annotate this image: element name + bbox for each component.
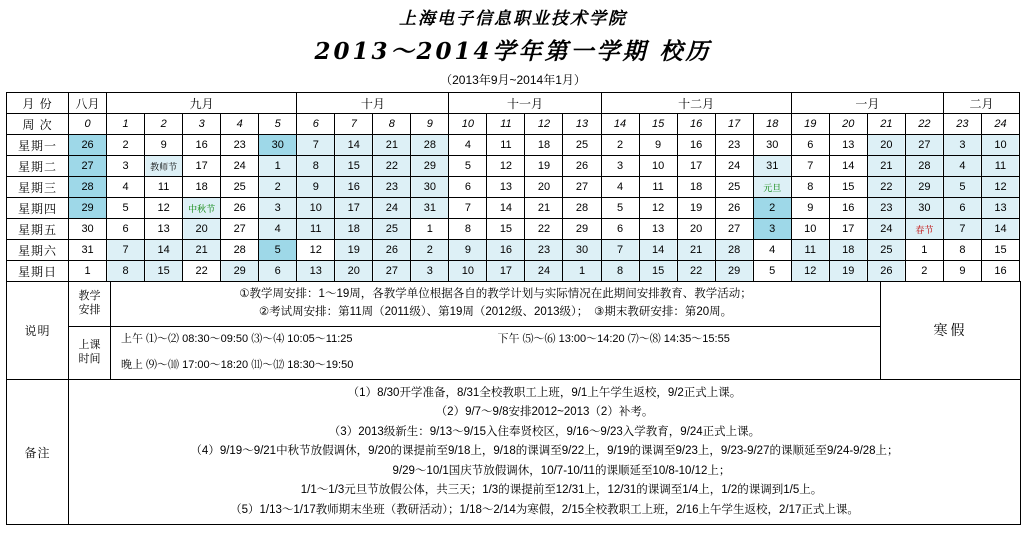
calendar-day-cell: 31 [69,240,107,261]
calendar-day-cell: 11 [639,177,677,198]
calendar-day-cell: 19 [829,261,867,282]
calendar-day-cell: 6 [943,198,981,219]
calendar-day-cell: 27 [563,177,601,198]
calendar-day-cell: 22 [525,219,563,240]
calendar-day-cell: 3 [601,156,639,177]
calendar-day-cell: 11 [791,240,829,261]
calendar-day-cell: 10 [639,156,677,177]
calendar-day-cell: 12 [487,156,525,177]
calendar-day-cell: 11 [487,135,525,156]
calendar-day-cell: 11 [981,156,1019,177]
calendar-day-cell: 中秋节 [183,198,221,219]
calendar-day-cell: 13 [297,261,335,282]
day-row-label: 星期二 [7,156,69,177]
calendar-day-cell: 2 [753,198,791,219]
calendar-day-cell: 5 [753,261,791,282]
day-row [7,261,1020,282]
class-time-row-2 [7,353,1021,380]
calendar-day-cell: 8 [943,240,981,261]
calendar-day-cell: 21 [677,240,715,261]
calendar-day-cell: 8 [107,261,145,282]
week-number: 5 [259,114,297,135]
teaching-arrangement-row [7,282,1021,327]
winter-break-cell: 寒假 [881,282,1021,380]
calendar-day-cell: 3 [753,219,791,240]
calendar-day-cell: 25 [867,240,905,261]
week-number: 24 [981,114,1019,135]
calendar-day-cell: 28 [563,198,601,219]
calendar-day-cell: 18 [829,240,867,261]
calendar-day-cell: 7 [297,135,335,156]
calendar-day-cell: 26 [373,240,411,261]
calendar-day-cell: 25 [221,177,259,198]
calendar-day-cell: 16 [829,198,867,219]
calendar-day-cell: 30 [259,135,297,156]
calendar-day-cell: 13 [639,219,677,240]
calendar-day-cell: 16 [981,261,1019,282]
calendar-day-cell: 28 [715,240,753,261]
day-row-label: 星期四 [7,198,69,219]
week-number-row [7,114,1020,135]
calendar-day-cell: 28 [905,156,943,177]
calendar-day-cell: 24 [221,156,259,177]
calendar-day-cell: 12 [145,198,183,219]
day-row [7,177,1020,198]
month-row-label: 月 份 [7,93,69,114]
week-number: 18 [753,114,791,135]
calendar-day-cell: 21 [867,156,905,177]
week-number: 19 [791,114,829,135]
week-number: 12 [525,114,563,135]
class-time-morning-text: 上午 ⑴～⑵ 08:30～09:50 ⑶～⑷ 10:05～11:25 [121,333,353,346]
week-number: 23 [943,114,981,135]
calendar-day-cell: 3 [107,156,145,177]
title-block [6,0,1020,92]
calendar-day-cell: 29 [69,198,107,219]
calendar-day-cell: 17 [677,156,715,177]
notes-table [6,281,1021,525]
calendar-day-cell: 14 [145,240,183,261]
calendar-day-cell: 8 [449,219,487,240]
remark-item: （3）2013级新生：9/13～9/15入住奉贤校区，9/16～9/23入学教育，9/24正式上课。 [328,425,761,438]
calendar-day-cell: 27 [373,261,411,282]
calendar-day-cell: 15 [145,261,183,282]
calendar-day-cell: 28 [411,135,449,156]
calendar-day-cell: 16 [183,135,221,156]
calendar-day-cell: 25 [715,177,753,198]
calendar-day-cell: 3 [943,135,981,156]
calendar-day-cell: 14 [487,198,525,219]
calendar-day-cell: 13 [487,177,525,198]
class-time-row-1 [7,326,1021,353]
day-row-label: 星期一 [7,135,69,156]
calendar-day-cell: 8 [601,261,639,282]
calendar-day-cell: 6 [791,135,829,156]
teaching-arrangement-label [69,282,111,327]
calendar-day-cell: 23 [221,135,259,156]
remarks-label: 备注 [7,379,69,525]
calendar-day-cell: 29 [715,261,753,282]
calendar-day-cell: 26 [867,261,905,282]
calendar-day-cell: 24 [867,219,905,240]
calendar-day-cell: 23 [715,135,753,156]
calendar-day-cell: 15 [981,240,1019,261]
calendar-day-cell: 25 [563,135,601,156]
notes-section-label: 说明 [7,282,69,380]
calendar-day-cell: 25 [373,219,411,240]
calendar-day-cell: 30 [905,198,943,219]
week-number: 2 [145,114,183,135]
calendar-day-cell: 7 [449,198,487,219]
calendar-day-cell: 12 [791,261,829,282]
calendar-day-cell: 20 [867,135,905,156]
calendar-day-cell: 7 [601,240,639,261]
calendar-day-cell: 23 [525,240,563,261]
calendar-day-cell: 30 [563,240,601,261]
remark-item: （5）1/13～1/17教师期末坐班（教研活动）；1/18～2/14为寒假，2/15全校教职工上班，2/16上午学生返校，2/17正式上课。 [230,503,859,516]
teaching-arrangement-line-1: ①教学周安排：1～19周，各教学单位根据各自的教学计划与实际情况在此期间安排教育、教学活动； [239,288,752,300]
class-time-label [69,326,111,379]
calendar-day-cell: 1 [411,219,449,240]
academic-calendar-table [6,92,1020,282]
week-number: 10 [449,114,487,135]
calendar-day-cell: 2 [259,177,297,198]
teaching-arrangement-line-2: ②考试周安排：第11周（2011级）、第19周（2012级、2013级）； ③期末教研安排：第20周。 [258,305,733,318]
calendar-day-cell: 11 [297,219,335,240]
calendar-day-cell: 18 [677,177,715,198]
calendar-day-cell: 13 [145,219,183,240]
calendar-day-cell: 2 [601,135,639,156]
day-row [7,219,1020,240]
remark-item: （4）9/19～9/21中秋节放假调休，9/20的课提前至9/18上，9/18的课调至9/22上，9/19的课调至9/23上，9/23-9/27的课顺延至9/24-9/28上； [190,445,899,458]
calendar-day-cell: 29 [905,177,943,198]
calendar-day-cell: 4 [449,135,487,156]
calendar-day-cell: 2 [905,261,943,282]
calendar-day-cell: 27 [221,219,259,240]
week-number: 16 [677,114,715,135]
week-number: 6 [297,114,335,135]
calendar-day-cell: 19 [335,240,373,261]
calendar-day-cell: 8 [791,177,829,198]
day-row-label: 星期日 [7,261,69,282]
calendar-day-cell: 26 [221,198,259,219]
calendar-day-cell: 16 [335,177,373,198]
calendar-day-cell: 26 [563,156,601,177]
month-header: 十月 [297,93,449,114]
week-number: 21 [867,114,905,135]
calendar-day-cell: 9 [297,177,335,198]
calendar-day-cell: 29 [563,219,601,240]
calendar-day-cell: 15 [487,219,525,240]
calendar-day-cell: 22 [677,261,715,282]
class-time-evening [111,353,881,380]
teaching-arrangement-label-line2: 安排 [78,303,101,316]
calendar-day-cell: 5 [449,156,487,177]
calendar-day-cell: 5 [601,198,639,219]
calendar-day-cell: 17 [183,156,221,177]
calendar-day-cell: 31 [411,198,449,219]
calendar-day-cell: 30 [69,219,107,240]
calendar-day-cell: 20 [335,261,373,282]
week-number: 17 [715,114,753,135]
week-number: 22 [905,114,943,135]
calendar-day-cell: 20 [183,219,221,240]
calendar-day-cell: 18 [183,177,221,198]
calendar-day-cell: 17 [487,261,525,282]
calendar-day-cell: 16 [487,240,525,261]
calendar-day-cell: 2 [107,135,145,156]
calendar-day-cell: 10 [449,261,487,282]
calendar-day-cell: 10 [297,198,335,219]
calendar-day-cell: 27 [715,219,753,240]
week-number: 13 [563,114,601,135]
calendar-day-cell: 23 [373,177,411,198]
calendar-day-cell: 5 [107,198,145,219]
calendar-day-cell: 26 [69,135,107,156]
calendar-day-cell: 19 [677,198,715,219]
calendar-day-cell: 28 [69,177,107,198]
calendar-day-cell: 元旦 [753,177,791,198]
calendar-day-cell: 19 [525,156,563,177]
teaching-arrangement-text [111,282,881,327]
calendar-day-cell: 6 [601,219,639,240]
school-name: 上海电子信息职业技术学院 [399,9,627,29]
calendar-day-cell: 17 [335,198,373,219]
calendar-day-cell: 7 [943,219,981,240]
calendar-day-cell: 27 [69,156,107,177]
calendar-day-cell: 10 [791,219,829,240]
calendar-day-cell: 21 [373,135,411,156]
calendar-day-cell: 1 [69,261,107,282]
calendar-day-cell: 26 [715,198,753,219]
calendar-day-cell: 6 [449,177,487,198]
calendar-day-cell: 22 [867,177,905,198]
month-header: 一月 [791,93,943,114]
calendar-day-cell: 20 [525,177,563,198]
calendar-day-cell: 3 [259,198,297,219]
calendar-day-cell: 18 [335,219,373,240]
calendar-day-cell: 3 [411,261,449,282]
calendar-day-cell: 9 [791,198,829,219]
week-number: 1 [107,114,145,135]
calendar-day-cell: 7 [107,240,145,261]
calendar-day-cell: 4 [753,240,791,261]
date-range-subtitle: （2013年9月~2014年1月） [440,73,586,87]
class-time-afternoon-text: 下午 ⑸～⑹ 13:00～14:20 ⑺～⑻ 14:35～15:55 [497,333,730,346]
calendar-day-cell: 14 [335,135,373,156]
calendar-day-cell: 15 [829,177,867,198]
calendar-day-cell: 22 [183,261,221,282]
day-row [7,135,1020,156]
calendar-day-cell: 16 [677,135,715,156]
remark-item: （2）9/7～9/8安排2012~2013（2）补考。 [435,406,654,419]
remark-item: 9/29～10/1国庆节放假调休，10/7-10/11的课顺延至10/8-10/12上； [392,464,731,477]
teaching-arrangement-label-line1: 教学 [78,290,101,303]
month-header: 二月 [943,93,1019,114]
calendar-day-cell: 20 [677,219,715,240]
calendar-day-cell: 17 [829,219,867,240]
week-number: 11 [487,114,525,135]
calendar-day-cell: 29 [221,261,259,282]
day-row [7,240,1020,261]
calendar-day-cell: 6 [107,219,145,240]
calendar-day-cell: 14 [829,156,867,177]
calendar-day-cell: 14 [639,240,677,261]
class-time-label-line1: 上课 [78,338,101,351]
calendar-day-cell: 2 [411,240,449,261]
remarks-text [69,379,1021,525]
calendar-day-cell: 9 [943,261,981,282]
calendar-day-cell: 5 [943,177,981,198]
week-number: 4 [221,114,259,135]
calendar-day-cell: 21 [183,240,221,261]
calendar-day-cell: 15 [639,261,677,282]
calendar-day-cell: 27 [905,135,943,156]
week-number: 0 [69,114,107,135]
calendar-day-cell: 13 [981,198,1019,219]
calendar-day-cell: 11 [145,177,183,198]
class-time-evening-text: 晚上 ⑼～⑽ 17:00～18:20 ⑾～⑿ 18:30～19:50 [121,359,354,372]
calendar-day-cell: 24 [373,198,411,219]
week-number: 8 [373,114,411,135]
calendar-day-cell: 30 [411,177,449,198]
remark-item: 1/1～1/3元旦节放假公体，共三天；1/3的课提前至12/31上，12/31的课调至1/4上，1/2的课调到1/5上。 [300,484,823,497]
calendar-day-cell: 24 [525,261,563,282]
day-row [7,156,1020,177]
calendar-day-cell: 教师节 [145,156,183,177]
week-number: 20 [829,114,867,135]
week-number: 14 [601,114,639,135]
calendar-day-cell: 1 [259,156,297,177]
calendar-day-cell: 9 [639,135,677,156]
calendar-day-cell: 28 [221,240,259,261]
calendar-day-cell: 23 [867,198,905,219]
calendar-day-cell: 5 [259,240,297,261]
remark-item: （1）8/30开学准备，8/31全校教职工上班，9/1上午学生返校，9/2正式上课。 [347,386,742,399]
calendar-day-cell: 13 [829,135,867,156]
calendar-day-cell: 12 [981,177,1019,198]
calendar-day-cell: 12 [297,240,335,261]
calendar-day-cell: 4 [107,177,145,198]
day-row [7,198,1020,219]
calendar-day-cell: 9 [145,135,183,156]
calendar-day-cell: 24 [715,156,753,177]
month-header: 十二月 [601,93,791,114]
calendar-day-cell: 7 [791,156,829,177]
month-header: 十一月 [449,93,601,114]
week-number: 15 [639,114,677,135]
calendar-day-cell: 14 [981,219,1019,240]
calendar-day-cell: 1 [905,240,943,261]
calendar-day-cell: 4 [601,177,639,198]
calendar-day-cell: 4 [259,219,297,240]
class-time-morning [111,326,881,353]
calendar-day-cell: 30 [753,135,791,156]
calendar-day-cell: 1 [563,261,601,282]
calendar-day-cell: 6 [259,261,297,282]
month-header-row [7,93,1020,114]
week-number: 7 [335,114,373,135]
calendar-day-cell: 21 [525,198,563,219]
calendar-day-cell: 9 [449,240,487,261]
calendar-day-cell: 春节 [905,219,943,240]
day-row-label: 星期五 [7,219,69,240]
week-number: 3 [183,114,221,135]
calendar-day-cell: 29 [411,156,449,177]
month-header: 九月 [107,93,297,114]
calendar-day-cell: 12 [639,198,677,219]
calendar-day-cell: 22 [373,156,411,177]
month-header: 八月 [69,93,107,114]
calendar-day-cell: 8 [297,156,335,177]
page-title: 2013～2014学年第一学期 校历 [314,38,712,65]
week-row-label: 周 次 [7,114,69,135]
calendar-day-cell: 15 [335,156,373,177]
day-row-label: 星期六 [7,240,69,261]
remarks-row [7,379,1021,525]
week-number: 9 [411,114,449,135]
calendar-day-cell: 31 [753,156,791,177]
calendar-day-cell: 18 [525,135,563,156]
calendar-day-cell: 4 [943,156,981,177]
day-row-label: 星期三 [7,177,69,198]
class-time-label-line2: 时间 [78,352,101,365]
calendar-day-cell: 10 [981,135,1019,156]
